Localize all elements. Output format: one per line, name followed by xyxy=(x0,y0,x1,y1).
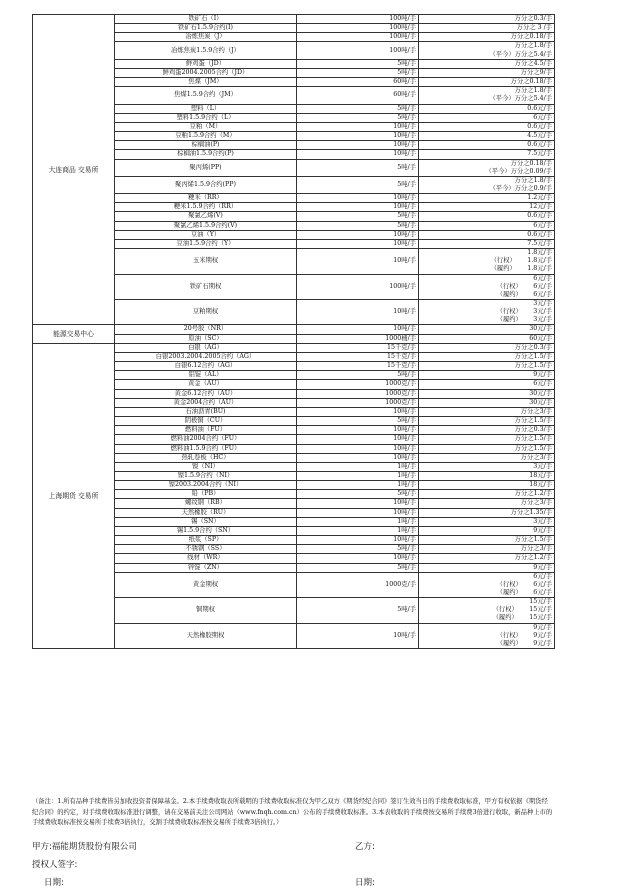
fee-cell xyxy=(419,371,555,380)
product-cell: 棕榈油(P) xyxy=(115,141,297,150)
unit-cell: 5吨/手 xyxy=(297,68,419,77)
fee-cell xyxy=(419,33,555,42)
product-cell: 粳米（RR） xyxy=(115,194,297,203)
fee-line: （行权） 15元/手 xyxy=(492,606,552,614)
fee-cell xyxy=(419,300,555,325)
fee-cell xyxy=(419,274,555,299)
fee-cell xyxy=(419,517,555,526)
fee-line: 15元/手 xyxy=(529,598,552,606)
unit-cell: 100吨/手 xyxy=(297,42,419,59)
date-b-label: 日期: xyxy=(355,878,375,888)
fee-cell xyxy=(419,417,555,426)
fee-cell xyxy=(419,104,555,113)
product-cell: 铜期权 xyxy=(115,598,297,623)
unit-cell: 5吨/手 xyxy=(297,113,419,122)
unit-cell: 5吨/手 xyxy=(297,490,419,499)
fee-line: 3元/手 xyxy=(533,517,552,525)
fee-line: 0.6元/手 xyxy=(527,230,552,238)
fee-line: （行权） 3元/手 xyxy=(496,308,552,316)
product-cell: 20号胶（NR） xyxy=(115,325,297,334)
product-cell: 铁矿石（I） xyxy=(115,15,297,24)
fee-cell xyxy=(419,426,555,435)
fee-line: 万分之0.18/手 xyxy=(510,78,552,86)
fee-cell xyxy=(419,435,555,444)
fee-line: 9元/手 xyxy=(533,563,552,571)
fee-line: 万分之3/手 xyxy=(520,499,552,507)
fee-line: （行权） 1.8元/手 xyxy=(490,257,552,265)
date-a-label: 日期: xyxy=(44,878,64,888)
fee-cell xyxy=(419,398,555,407)
product-cell: 镍1.5.9合约（NI） xyxy=(115,471,297,480)
product-cell: 黄金2004合约（AU） xyxy=(115,398,297,407)
fee-line: 6元/手 xyxy=(533,274,552,282)
fee-cell xyxy=(419,78,555,87)
unit-cell: 5吨/手 xyxy=(297,563,419,572)
exchange-name-cell: 能源交易中心 xyxy=(33,325,115,343)
product-cell: 镍2003.2004合约（NI） xyxy=(115,481,297,490)
fee-cell xyxy=(419,325,555,334)
fee-line: 万分之4.5/手 xyxy=(514,59,552,67)
fee-cell xyxy=(419,623,555,648)
fee-cell xyxy=(419,598,555,623)
unit-cell: 10吨/手 xyxy=(297,300,419,325)
fee-line: 万分之1.8/手 xyxy=(514,87,552,95)
unit-cell: 100吨/手 xyxy=(297,24,419,33)
product-cell: 塑料1.5.9合约（L） xyxy=(115,113,297,122)
fee-line: 0.6元/手 xyxy=(527,141,552,149)
fee-cell xyxy=(419,132,555,141)
product-cell: 锡1.5.9合约（SN） xyxy=(115,526,297,535)
fee-cell xyxy=(419,481,555,490)
fee-line: 万分之1.5/手 xyxy=(514,417,552,425)
unit-cell: 10吨/手 xyxy=(297,453,419,462)
table-row xyxy=(33,343,555,352)
product-cell: 豆粕1.5.9合约（M） xyxy=(115,132,297,141)
fee-cell xyxy=(419,508,555,517)
fee-cell xyxy=(419,462,555,471)
unit-cell: 10吨/手 xyxy=(297,230,419,239)
fee-line: 9元/手 xyxy=(533,371,552,379)
unit-cell: 5吨/手 xyxy=(297,545,419,554)
fee-line: 6元/手 xyxy=(533,572,552,580)
fee-line: 万分之0.3/手 xyxy=(514,15,552,22)
unit-cell: 100吨/手 xyxy=(297,15,419,24)
product-cell: 锌锭（ZN） xyxy=(115,563,297,572)
fee-line: 万分之0.18/手 xyxy=(510,159,552,167)
product-cell: 螺纹钢（RB） xyxy=(115,499,297,508)
product-cell: 白银6.12合约（AG） xyxy=(115,362,297,371)
fee-line: 万分之1.2/手 xyxy=(514,554,552,562)
fee-line: 7.5元/手 xyxy=(527,239,552,247)
unit-cell: 10吨/手 xyxy=(297,426,419,435)
unit-cell: 10吨/手 xyxy=(297,150,419,159)
unit-cell: 1吨/手 xyxy=(297,517,419,526)
unit-cell: 100吨/手 xyxy=(297,33,419,42)
party-a-label: 甲方:福能期货股份有限公司 xyxy=(32,842,137,852)
fee-line: （平今）万分之0.09/手 xyxy=(485,167,552,175)
unit-cell: 10吨/手 xyxy=(297,325,419,334)
product-cell: 燃料油1.5.9合约（FU） xyxy=(115,444,297,453)
fee-line: 6元/手 xyxy=(533,380,552,388)
unit-cell: 10吨/手 xyxy=(297,194,419,203)
fee-line: （履约） 3元/手 xyxy=(496,316,552,324)
unit-cell: 10吨/手 xyxy=(297,623,419,648)
fee-cell xyxy=(419,42,555,59)
fee-cell xyxy=(419,176,555,193)
fee-cell xyxy=(419,24,555,33)
fee-line: （行权） 6元/手 xyxy=(496,282,552,290)
unit-cell: 10吨/手 xyxy=(297,554,419,563)
fee-line: 0.6元/手 xyxy=(527,122,552,130)
fee-line: 万分之1.8/手 xyxy=(514,42,552,50)
unit-cell: 5吨/手 xyxy=(297,212,419,221)
fee-cell xyxy=(419,249,555,274)
fee-cell xyxy=(419,87,555,104)
fee-line: 万分之1.5/手 xyxy=(514,435,552,443)
unit-cell: 10吨/手 xyxy=(297,508,419,517)
product-cell: 聚氯乙烯1.5.9合约(V) xyxy=(115,221,297,230)
fee-cell xyxy=(419,141,555,150)
fee-line: （平今）万分之5.4/手 xyxy=(489,95,552,103)
unit-cell: 10吨/手 xyxy=(297,122,419,131)
fee-cell xyxy=(419,490,555,499)
unit-cell: 10吨/手 xyxy=(297,239,419,248)
fee-line: 6元/手 xyxy=(533,221,552,229)
product-cell: 白银2003.2004.2005合约（AG） xyxy=(115,352,297,361)
fee-cell xyxy=(419,499,555,508)
unit-cell: 10吨/手 xyxy=(297,203,419,212)
product-cell: 黄金期权 xyxy=(115,572,297,597)
exchange-name-cell: 上海期货 交易所 xyxy=(33,343,115,648)
fee-table xyxy=(32,14,555,649)
product-cell: 冶炼焦炭（J） xyxy=(115,33,297,42)
fee-cell xyxy=(419,343,555,352)
unit-cell: 5吨/手 xyxy=(297,104,419,113)
product-cell: 镍（NI） xyxy=(115,462,297,471)
fee-cell xyxy=(419,444,555,453)
product-cell: 豆粕期权 xyxy=(115,300,297,325)
fee-line: 9元/手 xyxy=(533,526,552,534)
unit-cell: 10吨/手 xyxy=(297,249,419,274)
fee-line: 30元/手 xyxy=(529,389,552,397)
unit-cell: 1吨/手 xyxy=(297,481,419,490)
fee-line: 万分之0.18/手 xyxy=(510,33,552,41)
product-cell: 豆油1.5.9合约（Y） xyxy=(115,239,297,248)
fee-cell xyxy=(419,572,555,597)
fee-line: 1.8元/手 xyxy=(527,249,552,257)
fee-line: （平今）万分之0.9/手 xyxy=(489,184,552,192)
fee-line: 万分之9/手 xyxy=(520,68,552,76)
fee-cell xyxy=(419,362,555,371)
fee-line: 万分之1.2/手 xyxy=(514,490,552,498)
fee-cell xyxy=(419,159,555,176)
fee-line: 1.2元/手 xyxy=(527,194,552,202)
unit-cell: 100吨/手 xyxy=(297,274,419,299)
fee-line: 万分之3/手 xyxy=(520,453,552,461)
fee-line: （履约） 15元/手 xyxy=(492,614,552,622)
product-cell: 不锈钢（SS） xyxy=(115,545,297,554)
fee-line: （履约） 9元/手 xyxy=(496,639,552,647)
product-cell: 塑料（L） xyxy=(115,104,297,113)
fee-table-body xyxy=(33,15,555,649)
fee-cell xyxy=(419,352,555,361)
fee-cell xyxy=(419,563,555,572)
product-cell: 天然橡胶（RU） xyxy=(115,508,297,517)
fee-cell xyxy=(419,453,555,462)
fee-cell xyxy=(419,230,555,239)
unit-cell: 10吨/手 xyxy=(297,536,419,545)
product-cell: 纸浆（SP） xyxy=(115,536,297,545)
unit-cell: 5吨/手 xyxy=(297,59,419,68)
product-cell: 焦煤（JM） xyxy=(115,78,297,87)
unit-cell: 1吨/手 xyxy=(297,471,419,480)
party-b-label: 乙方: xyxy=(355,842,375,852)
product-cell: 聚氯乙烯(V) xyxy=(115,212,297,221)
product-cell: 燃料油（FU） xyxy=(115,426,297,435)
fee-cell xyxy=(419,122,555,131)
fee-line: 6元/手 xyxy=(533,113,552,121)
unit-cell: 10吨/手 xyxy=(297,141,419,150)
fee-line: （履约） 6元/手 xyxy=(496,589,552,596)
fee-line: （行权） 6元/手 xyxy=(496,580,552,588)
product-cell: 焦煤1.5.9合约（JM） xyxy=(115,87,297,104)
product-cell: 粳米1.5.9合约（RR） xyxy=(115,203,297,212)
table-row xyxy=(33,15,555,24)
unit-cell: 1000克/手 xyxy=(297,572,419,597)
product-cell: 天然橡胶期权 xyxy=(115,623,297,648)
product-cell: 冶炼焦炭1.5.9合约（J） xyxy=(115,42,297,59)
fee-line: 万分之1.5/手 xyxy=(514,536,552,544)
fee-line: 30元/手 xyxy=(529,325,552,333)
fee-cell xyxy=(419,407,555,416)
product-cell: 原油（SC） xyxy=(115,334,297,343)
unit-cell: 5吨/手 xyxy=(297,598,419,623)
fee-line: 万分之 3 /手 xyxy=(516,24,552,32)
unit-cell: 15千克/手 xyxy=(297,352,419,361)
fee-line: 30元/手 xyxy=(529,398,552,406)
remarks-note: （备注：1.所有品种手续费皆另加收投资者保障基金。2.本手续费收取表所载明的手续费收取标准仅为甲乙双方《期货经纪合同》签订生效当日的手续费收取标准，甲方有权依据《期货经纪合同》的约定，对手续费收取标准进行调整，请在交易前关注公司网站（www.fnqh.com.cn）公布的手续费收取标准。3.本表收取的手续费按交易所手续费3倍进行收取，新品种上市的手续费收取标准按交易所手续费3倍执行，交割手续费收取标准按交易所手续费3倍执行。） xyxy=(32,798,553,827)
unit-cell: 10吨/手 xyxy=(297,132,419,141)
product-cell: 豆粕（M） xyxy=(115,122,297,131)
fee-cell xyxy=(419,380,555,389)
product-cell: 白银（AG） xyxy=(115,343,297,352)
authorized-signer-label: 授权人签字: xyxy=(32,860,78,870)
product-cell: 铁矿石期权 xyxy=(115,274,297,299)
fee-line: 万分之1.35/手 xyxy=(510,508,552,516)
fee-line: 万分之1.5/手 xyxy=(514,362,552,370)
unit-cell: 5吨/手 xyxy=(297,417,419,426)
fee-line: 万分之1.5/手 xyxy=(514,352,552,360)
unit-cell: 10吨/手 xyxy=(297,499,419,508)
product-cell: 聚丙烯(PP) xyxy=(115,159,297,176)
fee-cell xyxy=(419,239,555,248)
table-row xyxy=(33,325,555,334)
fee-line: 18元/手 xyxy=(529,481,552,489)
fee-line: （履约） 6元/手 xyxy=(496,290,552,298)
unit-cell: 15千克/手 xyxy=(297,343,419,352)
fee-cell xyxy=(419,554,555,563)
fee-cell xyxy=(419,536,555,545)
unit-cell: 5吨/手 xyxy=(297,221,419,230)
fee-line: 0.6元/手 xyxy=(527,212,552,220)
fee-cell xyxy=(419,203,555,212)
unit-cell: 60吨/手 xyxy=(297,78,419,87)
unit-cell: 1000克/手 xyxy=(297,389,419,398)
product-cell: 鲜鸡蛋（JD） xyxy=(115,59,297,68)
product-cell: 黄金6.12合约（AU） xyxy=(115,389,297,398)
unit-cell: 1000克/手 xyxy=(297,380,419,389)
product-cell: 石油沥青(BU) xyxy=(115,407,297,416)
unit-cell: 10吨/手 xyxy=(297,407,419,416)
fee-line: 3元/手 xyxy=(533,462,552,470)
unit-cell: 60吨/手 xyxy=(297,87,419,104)
fee-line: 万分之0.3/手 xyxy=(514,426,552,434)
fee-cell xyxy=(419,15,555,24)
fee-cell xyxy=(419,194,555,203)
unit-cell: 15千克/手 xyxy=(297,362,419,371)
unit-cell: 10吨/手 xyxy=(297,444,419,453)
fee-cell xyxy=(419,59,555,68)
product-cell: 锡（SN） xyxy=(115,517,297,526)
product-cell: 聚丙烯1.5.9合约(PP) xyxy=(115,176,297,193)
product-cell: 玉米期权 xyxy=(115,249,297,274)
fee-cell xyxy=(419,212,555,221)
fee-line: 万分之0.3/手 xyxy=(514,343,552,351)
fee-cell xyxy=(419,113,555,122)
product-cell: 鲜鸡蛋2004.2005合约（JD） xyxy=(115,68,297,77)
fee-line: 万分之3/手 xyxy=(520,407,552,415)
unit-cell: 1吨/手 xyxy=(297,526,419,535)
unit-cell: 1000桶/手 xyxy=(297,334,419,343)
fee-line: 万分之1.8/手 xyxy=(514,176,552,184)
fee-line: 4.5元/手 xyxy=(527,132,552,140)
fee-line: （行权） 9元/手 xyxy=(496,631,552,639)
fee-cell xyxy=(419,526,555,535)
fee-line: 9元/手 xyxy=(533,623,552,631)
product-cell: 铁矿石1.5.9合约(I) xyxy=(115,24,297,33)
fee-line: 万分之3/手 xyxy=(520,545,552,553)
unit-cell: 5吨/手 xyxy=(297,159,419,176)
unit-cell: 1吨/手 xyxy=(297,462,419,471)
fee-cell xyxy=(419,389,555,398)
fee-cell xyxy=(419,221,555,230)
fee-line: 万分之1.5/手 xyxy=(514,444,552,452)
product-cell: 铝锭（AL） xyxy=(115,371,297,380)
fee-line: 18元/手 xyxy=(529,471,552,479)
product-cell: 线材（WR） xyxy=(115,554,297,563)
fee-cell xyxy=(419,545,555,554)
fee-line: 7.5元/手 xyxy=(527,150,552,158)
fee-line: （平今）万分之5.4/手 xyxy=(489,50,552,58)
fee-cell xyxy=(419,150,555,159)
fee-cell xyxy=(419,334,555,343)
fee-line: 0.6元/手 xyxy=(527,104,552,112)
product-cell: 豆油（Y） xyxy=(115,230,297,239)
product-cell: 阴极铜（CU） xyxy=(115,417,297,426)
fee-cell xyxy=(419,471,555,480)
unit-cell: 5吨/手 xyxy=(297,176,419,193)
fee-cell xyxy=(419,68,555,77)
product-cell: 燃料油2004合约（FU） xyxy=(115,435,297,444)
product-cell: 热轧卷板（HC） xyxy=(115,453,297,462)
product-cell: 铅（PB） xyxy=(115,490,297,499)
unit-cell: 10吨/手 xyxy=(297,435,419,444)
fee-line: （履约） 1.8元/手 xyxy=(490,265,552,273)
fee-line: 12元/手 xyxy=(529,203,552,211)
unit-cell: 5吨/手 xyxy=(297,371,419,380)
product-cell: 棕榈油1.5.9合约(P) xyxy=(115,150,297,159)
fee-line: 60元/手 xyxy=(529,334,552,342)
fee-line: 3元/手 xyxy=(533,300,552,307)
unit-cell: 1000克/手 xyxy=(297,398,419,407)
product-cell: 黄金（AU） xyxy=(115,380,297,389)
exchange-name-cell: 大连商品 交易所 xyxy=(33,15,115,325)
